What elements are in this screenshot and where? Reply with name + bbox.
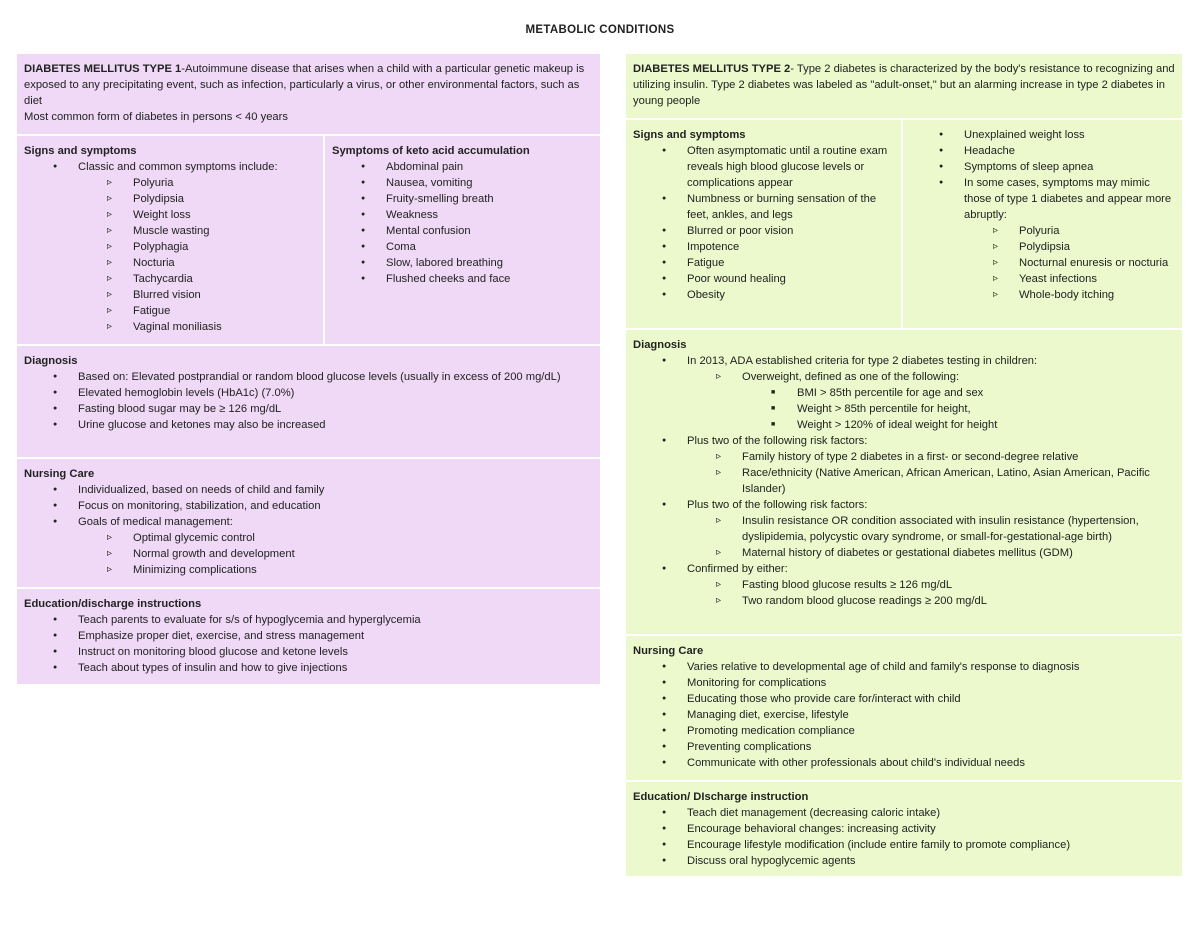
list-item: ▹ Fasting blood glucose results ≥ 126 mg/dL: [633, 577, 1175, 593]
list-item: ▹ Polyuria: [24, 175, 316, 191]
list-item: ▹ Weight loss: [24, 207, 316, 223]
type1-heading: DIABETES MELLITUS TYPE 1: [24, 63, 182, 75]
diagnosis-sublist: [687, 369, 1175, 433]
list-item: ● Monitoring for complications: [633, 675, 1175, 691]
type1-nursing-list: [24, 482, 593, 578]
page-title: METABOLIC CONDITIONS: [525, 24, 675, 36]
list-item: ● Nausea, vomiting: [332, 175, 593, 191]
list-item: ▹ Nocturnal enuresis or nocturia: [910, 255, 1175, 271]
list-item: ● Unexplained weight loss: [910, 127, 1175, 143]
list-item: ▹ Yeast infections: [910, 271, 1175, 287]
list-item: ● Discuss oral hypoglycemic agents: [633, 853, 1175, 869]
list-item: ● Headache: [910, 143, 1175, 159]
list-item: ● Preventing complications: [633, 739, 1175, 755]
list-item: ▹ Fatigue: [24, 303, 316, 319]
type1-intro-text2: Most common form of diabetes in persons < 40 years: [24, 111, 288, 123]
type2-signs-sublist: [964, 223, 1175, 303]
list-item: ● Symptoms of sleep apnea: [910, 159, 1175, 175]
type1-keto-box: [325, 136, 600, 344]
list-item: ● Varies relative to developmental age of child and family's response to diagnosis: [633, 659, 1175, 675]
list-item: ● Classic and common symptoms include: ▹ Polyuria ▹ Polydipsia ▹ Weight loss ▹ Muscle wasting ▹ Polyphagia ▹ Nocturia ▹ Tachycardia ▹ Blurred vision ▹ Fatigue ▹ Vaginal moniliasis: [24, 159, 316, 335]
nursing-sublist: [78, 530, 593, 578]
type2-nursing-heading: Nursing Care: [633, 645, 704, 657]
list-item: ● Teach diet management (decreasing caloric intake): [633, 805, 1175, 821]
list-item: ● Goals of medical management: ▹ Optimal glycemic control ▹ Normal growth and development ▹ Minimizing complications: [24, 514, 593, 578]
type1-symptoms-row: [17, 136, 600, 344]
list-item: ▹ Polyphagia: [24, 239, 316, 255]
list-item: ▹ Minimizing complications: [24, 562, 593, 578]
type2-signs-list: [633, 143, 894, 303]
type1-diagnosis-list: [24, 369, 593, 433]
list-item: ● Promoting medication compliance: [633, 723, 1175, 739]
type1-keto-heading: Symptoms of keto acid accumulation: [332, 145, 530, 157]
list-item: ▹ Nocturia: [24, 255, 316, 271]
list-item: ● Plus two of the following risk factors: ▹ Family history of type 2 diabetes in a first- or second-degree relative ▹ Race/ethnicity (Native American, African American, Latino, Asian American, Pacific Islander): [633, 433, 1175, 497]
list-item: ● Impotence: [633, 239, 894, 255]
list-item: ▹ Two random blood glucose readings ≥ 200 mg/dL: [633, 593, 1175, 609]
diagnosis-sublist: [687, 449, 1175, 497]
type2-education-list: [633, 805, 1175, 869]
list-item: ● In 2013, ADA established criteria for type 2 diabetes testing in children: ▹ Overweight, defined as one of the following: ■ BMI > 85th percentile for age and sex ■ Weight > 85th percentile for height, ■ Weight > 120% of ideal weight for height: [633, 353, 1175, 433]
list-item: ● Confirmed by either: ▹ Fasting blood glucose results ≥ 126 mg/dL ▹ Two random blood glucose readings ≥ 200 mg/dL: [633, 561, 1175, 609]
list-item: ● Emphasize proper diet, exercise, and stress management: [24, 628, 593, 644]
list-item: ● Managing diet, exercise, lifestyle: [633, 707, 1175, 723]
list-item: ▹ Tachycardia: [24, 271, 316, 287]
list-item: ■ Weight > 85th percentile for height,: [633, 401, 1175, 417]
list-item: ▹ Polydipsia: [910, 239, 1175, 255]
list-item: ● Instruct on monitoring blood glucose and ketone levels: [24, 644, 593, 660]
list-item: ● Elevated hemoglobin levels (HbA1c) (7.0%): [24, 385, 593, 401]
type1-education-list: [24, 612, 593, 676]
list-item: ▹ Polyuria: [910, 223, 1175, 239]
type2-signs-box-2: [903, 120, 1182, 328]
type1-diagnosis-box: [17, 346, 600, 457]
list-item: ● Often asymptomatic until a routine exam reveals high blood glucose levels or complications appear: [633, 143, 894, 191]
type2-symptoms-row: [626, 120, 1182, 328]
type2-intro-box: [626, 54, 1182, 118]
list-item: ● Individualized, based on needs of child and family: [24, 482, 593, 498]
list-item: ● Slow, labored breathing: [332, 255, 593, 271]
list-item: ● Fruity-smelling breath: [332, 191, 593, 207]
list-item: ● Abdominal pain: [332, 159, 593, 175]
type1-diagnosis-heading: Diagnosis: [24, 355, 78, 367]
list-item: ▹ Vaginal moniliasis: [24, 319, 316, 335]
list-item: ■ Weight > 120% of ideal weight for height: [633, 417, 1175, 433]
list-item: ● Encourage lifestyle modification (include entire family to promote compliance): [633, 837, 1175, 853]
type1-intro-text: -Autoimmune disease that arises when a child with a particular genetic makeup is exposed to any precipitating event, such as infection, particularly a virus, or other environmental factors, such as diet: [24, 63, 585, 107]
list-item: ▹ Polydipsia: [24, 191, 316, 207]
type2-signs-list-2: [910, 127, 1175, 303]
list-item: ▹ Family history of type 2 diabetes in a first- or second-degree relative: [633, 449, 1175, 465]
list-item: ● Urine glucose and ketones may also be increased: [24, 417, 593, 433]
type2-nursing-box: [626, 636, 1182, 780]
list-item: ● Focus on monitoring, stabilization, and education: [24, 498, 593, 514]
list-item: ● Fatigue: [633, 255, 894, 271]
list-item: ● Plus two of the following risk factors: ▹ Insulin resistance OR condition associated with insulin resistance (hypertension, dyslipidemia, polycystic ovary syndrome, or small-for-gestational-age birth) ▹ Maternal history of diabetes or gestational diabetes mellitus (GDM): [633, 497, 1175, 561]
list-item: ▹ Blurred vision: [24, 287, 316, 303]
list-item: ● Teach about types of insulin and how to give injections: [24, 660, 593, 676]
type1-intro-box: [17, 54, 600, 134]
list-item: ● Communicate with other professionals about child's individual needs: [633, 755, 1175, 771]
type1-signs-heading: Signs and symptoms: [24, 145, 137, 157]
list-item: ■ BMI > 85th percentile for age and sex: [633, 385, 1175, 401]
list-item: ▹ Race/ethnicity (Native American, African American, Latino, Asian American, Pacific Islander): [633, 465, 1175, 497]
type1-signs-list: [24, 159, 316, 335]
diagnosis-sublist: [687, 577, 1175, 609]
type2-diagnosis-heading: Diagnosis: [633, 339, 687, 351]
list-item: ● Blurred or poor vision: [633, 223, 894, 239]
list-item: ● Coma: [332, 239, 593, 255]
list-item: ● Fasting blood sugar may be ≥ 126 mg/dL: [24, 401, 593, 417]
type2-diagnosis-box: [626, 330, 1182, 634]
type1-signs-sublist: [78, 175, 316, 335]
type1-education-box: [17, 589, 600, 684]
diagnosis-subsublist: [742, 385, 1175, 433]
list-item: ● Encourage behavioral changes: increasing activity: [633, 821, 1175, 837]
type1-keto-list: [332, 159, 593, 287]
type1-nursing-heading: Nursing Care: [24, 468, 95, 480]
list-item: ● Educating those who provide care for/interact with child: [633, 691, 1175, 707]
type2-column: [626, 54, 1182, 878]
type2-signs-box: [626, 120, 901, 328]
list-item: ● Weakness: [332, 207, 593, 223]
list-item: ▹ Insulin resistance OR condition associated with insulin resistance (hypertension, dyslipidemia, polycystic ovary syndrome, or small-for-gestational-age birth): [633, 513, 1175, 545]
type2-education-heading: Education/ DIscharge instruction: [633, 791, 809, 803]
type2-nursing-list: [633, 659, 1175, 771]
type2-signs-heading: Signs and symptoms: [633, 129, 746, 141]
list-item: ● In some cases, symptoms may mimic those of type 1 diabetes and appear more abruptly: ▹ Polyuria ▹ Polydipsia ▹ Nocturnal enuresis or nocturia ▹ Yeast infections ▹ Whole-body itching: [910, 175, 1175, 303]
list-item: ● Teach parents to evaluate for s/s of hypoglycemia and hyperglycemia: [24, 612, 593, 628]
diagnosis-sublist: [687, 513, 1175, 561]
list-item: ● Based on: Elevated postprandial or random blood glucose levels (usually in excess of 200 mg/dL): [24, 369, 593, 385]
list-item: ● Numbness or burning sensation of the feet, ankles, and legs: [633, 191, 894, 223]
type1-education-heading: Education/discharge instructions: [24, 598, 202, 610]
list-item: ▹ Normal growth and development: [24, 546, 593, 562]
type1-nursing-box: [17, 459, 600, 587]
list-item: ● Poor wound healing: [633, 271, 894, 287]
list-item: ▹ Overweight, defined as one of the following: ■ BMI > 85th percentile for age and sex ■ Weight > 85th percentile for height, ■ Weight > 120% of ideal weight for height: [633, 369, 1175, 433]
list-item: ▹ Optimal glycemic control: [24, 530, 593, 546]
type2-education-box: [626, 782, 1182, 876]
list-item: ● Obesity: [633, 287, 894, 303]
type1-signs-box: [17, 136, 323, 344]
list-item: ▹ Muscle wasting: [24, 223, 316, 239]
list-item: ● Mental confusion: [332, 223, 593, 239]
type1-column: [17, 54, 600, 686]
list-item: ▹ Maternal history of diabetes or gestational diabetes mellitus (GDM): [633, 545, 1175, 561]
type2-diagnosis-list: [633, 353, 1175, 609]
type2-intro-text: - Type 2 diabetes is characterized by the body's resistance to recognizing and utilizing insulin. Type 2 diabetes was labeled as "adult-onset," but an alarming increase in type 2 diabetes in young people: [633, 63, 1175, 107]
list-item: ▹ Whole-body itching: [910, 287, 1175, 303]
type2-heading: DIABETES MELLITUS TYPE 2: [633, 63, 791, 75]
list-item: ● Flushed cheeks and face: [332, 271, 593, 287]
